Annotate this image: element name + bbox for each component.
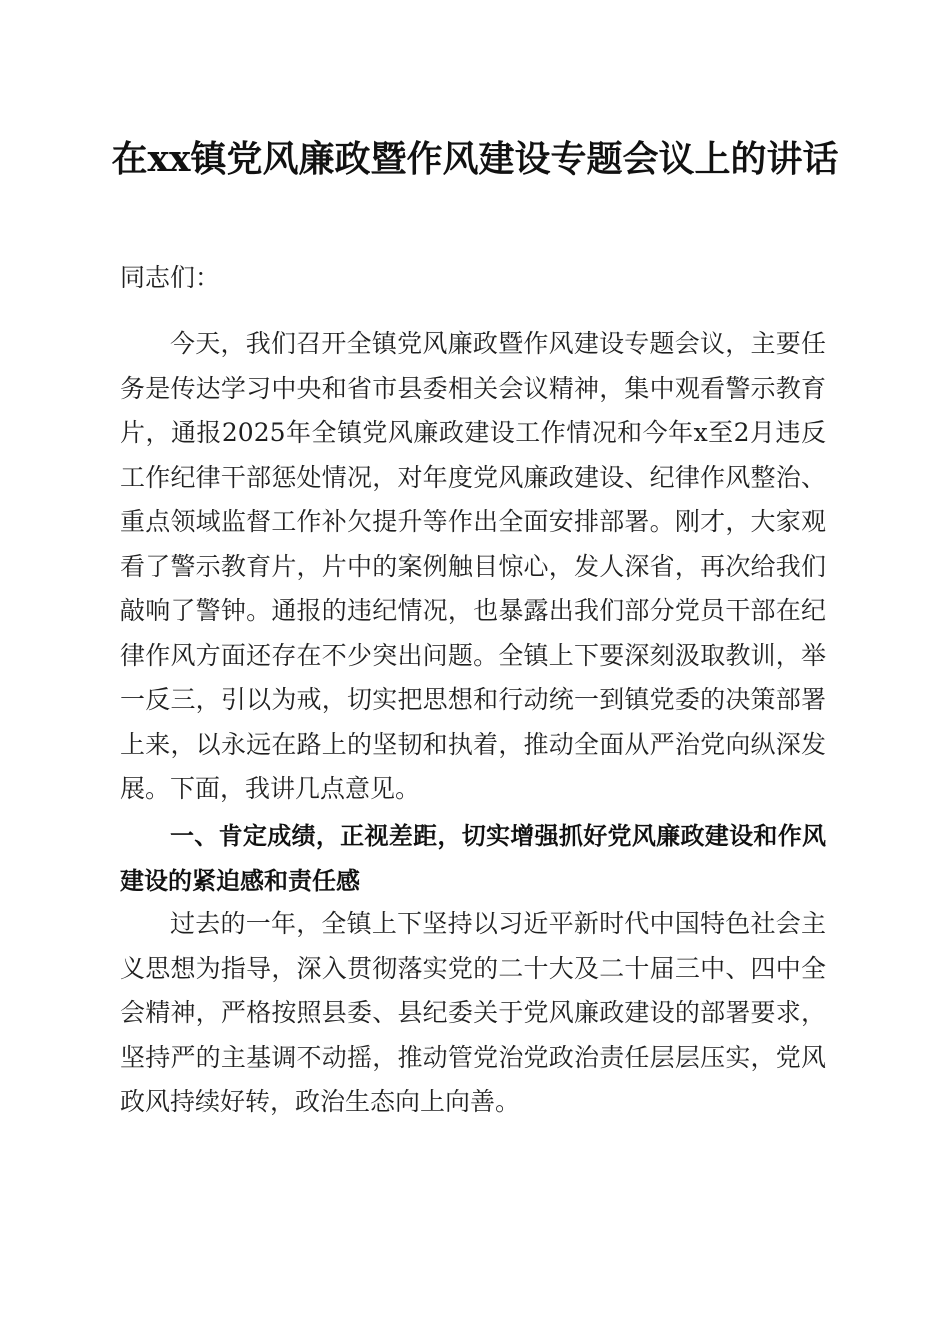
- paragraph-section-1: 过去的一年，全镇上下坚持以习近平新时代中国特色社会主义思想为指导，深入贯彻落实党的二十大及二十届三中、四中全会精神，严格按照县委、县纪委关于党风廉政建设的部署要求，坚持严的主基调不动摇，推动管党治党政治责任层层压实，党风政风持续好转，政治生态向上向善。: [120, 909, 826, 1116]
- salutation: 同志们：: [120, 263, 221, 292]
- section-heading-1: 一、肯定成绩，正视差距，切实增强抓好党风廉政建设和作风建设的紧迫感和责任感: [120, 822, 826, 895]
- paragraph-intro: 今天，我们召开全镇党风廉政暨作风建设专题会议，主要任务是传达学习中央和省市县委相关会议精神，集中观看警示教育片，通报2025年全镇党风廉政建设工作情况和今年x至2月违反工作纪律干部惩处情况，对年度党风廉政建设、纪律作风整治、重点领域监督工作补欠提升等作出全面安排部署。刚才，大家观看了警示教育片，片中的案例触目惊心，发人深省，再次给我们敲响了警钟。通报的违纪情况，也暴露出我们部分党员干部在纪律作风方面还存在不少突出问题。全镇上下要深刻汲取教训，举一反三，引以为戒，切实把思想和行动统一到镇党委的决策部署上来，以永远在路上的坚韧和执着，推动全面从严治党向纵深发展。下面，我讲几点意见。: [120, 329, 826, 803]
- document-title: 在xx镇党风廉政暨作风建设专题会议上的讲话: [111, 138, 839, 180]
